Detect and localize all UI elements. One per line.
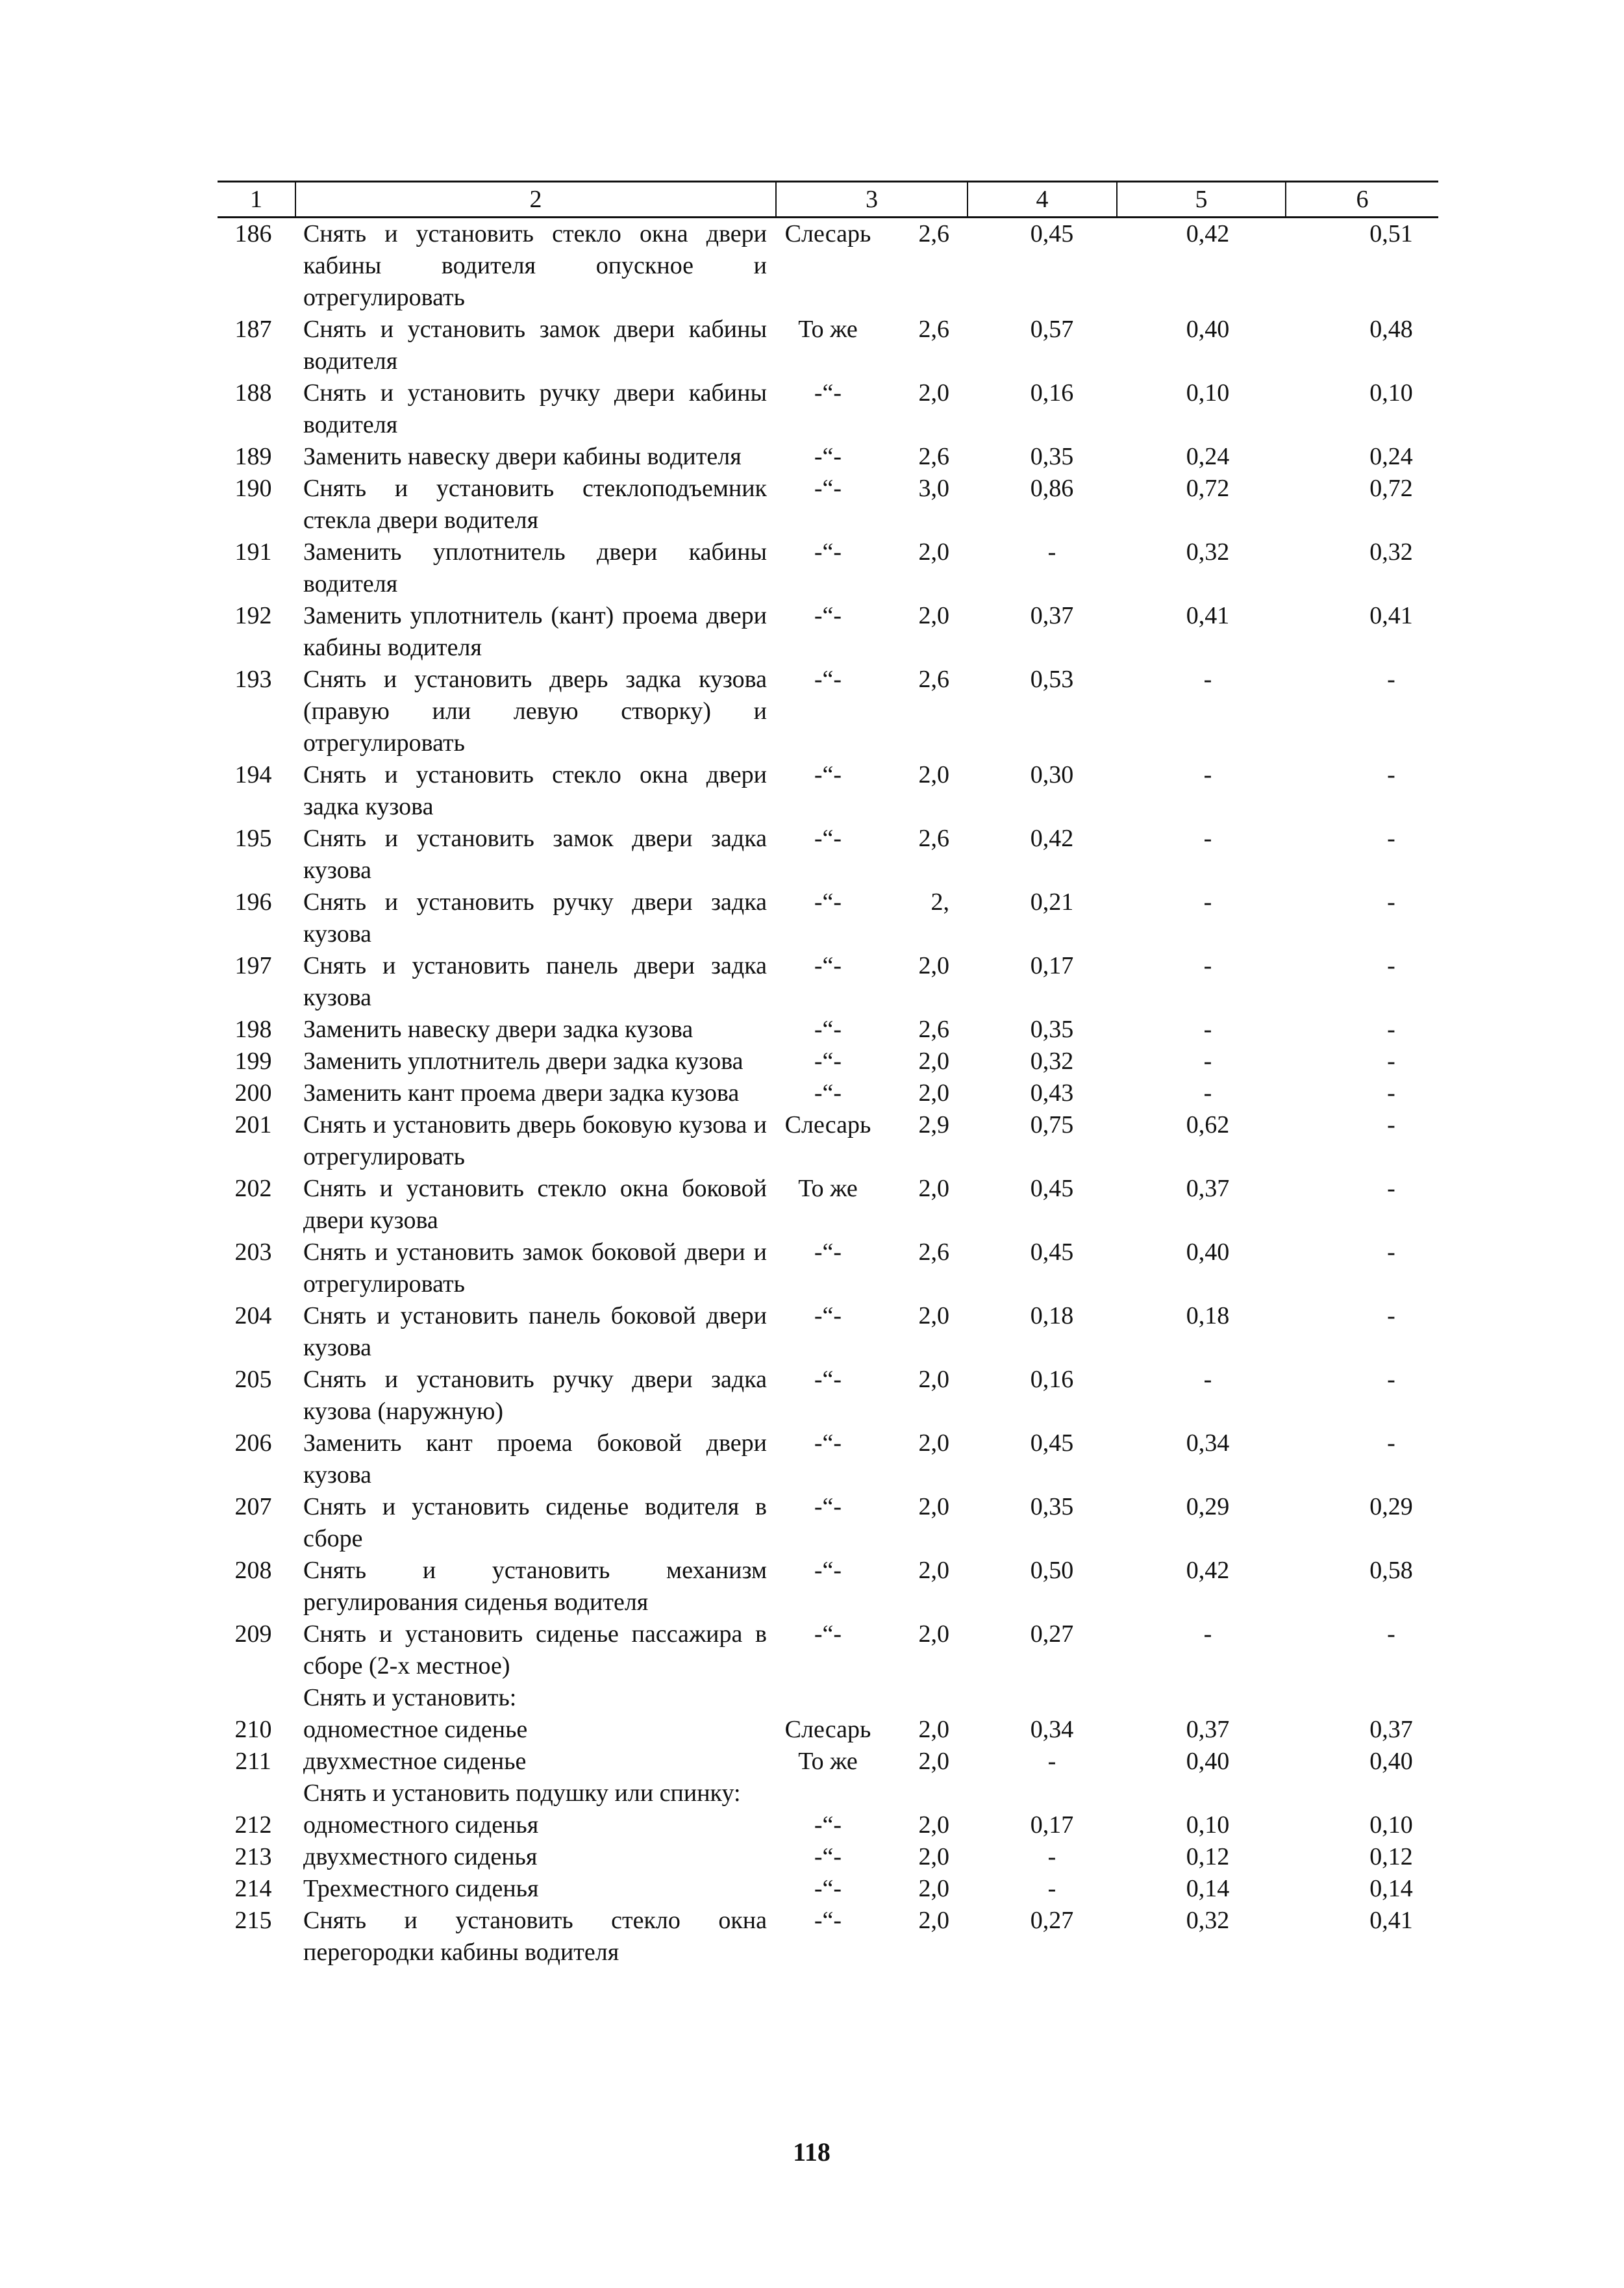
row-number: 203 — [234, 1238, 272, 1266]
row-number: 199 — [234, 1048, 272, 1075]
norm-col-6: 0,10 — [1369, 1811, 1413, 1839]
operation-description: Снять и установить ручку двери кабины водителя — [303, 379, 767, 438]
worker-grade: 2, — [931, 888, 949, 916]
norm-col-4: 0,35 — [1030, 1016, 1074, 1043]
norm-col-6: - — [1387, 666, 1395, 693]
row-number: 202 — [234, 1175, 272, 1202]
row-number: 190 — [234, 475, 272, 502]
table-row — [218, 950, 1438, 1014]
norm-col-6: 0,41 — [1369, 602, 1413, 629]
operation-description: Заменить уплотнитель двери задка кузова — [303, 1048, 743, 1075]
header-col-3: 3 — [776, 182, 968, 218]
table-header — [218, 182, 1438, 218]
row-number: 206 — [234, 1429, 272, 1457]
worker-grade: 2,0 — [918, 761, 949, 788]
header-col-6: 6 — [1286, 182, 1438, 218]
worker-profession: -“- — [814, 1302, 842, 1329]
norm-col-4: 0,45 — [1030, 1175, 1074, 1202]
row-number: 195 — [234, 825, 272, 852]
norm-col-5: - — [1203, 952, 1212, 979]
norm-col-6: - — [1387, 1302, 1395, 1329]
norm-col-4: - — [1047, 1875, 1056, 1902]
worker-profession: -“- — [814, 825, 842, 852]
norm-col-6: 0,72 — [1369, 475, 1413, 502]
worker-grade: 2,0 — [918, 1429, 949, 1457]
worker-grade: 2,6 — [918, 316, 949, 343]
header-col-1: 1 — [218, 182, 295, 218]
table-row — [218, 314, 1438, 377]
table-row — [218, 1714, 1438, 1746]
worker-profession: -“- — [814, 1429, 842, 1457]
worker-profession: То же — [798, 316, 858, 343]
operation-description: Снять и установить дверь задка кузова (правую или левую створку) и отрегулировать — [303, 666, 767, 757]
norm-col-5: 0,24 — [1186, 443, 1230, 470]
worker-grade: 2,6 — [918, 1238, 949, 1266]
row-number: 209 — [234, 1620, 272, 1648]
operation-description: Снять и установить стекло окна двери кабины водителя опускное и отрегулировать — [303, 220, 767, 311]
row-number: 191 — [234, 538, 272, 566]
worker-profession: Слесарь — [784, 1111, 871, 1138]
operation-description: Заменить навеску двери задка кузова — [303, 1016, 693, 1043]
worker-profession: -“- — [814, 888, 842, 916]
operation-description: Заменить уплотнитель двери кабины водителя — [303, 538, 767, 597]
worker-profession: -“- — [814, 761, 842, 788]
norm-col-6: 0,29 — [1369, 1493, 1413, 1520]
norm-col-5: 0,42 — [1186, 220, 1230, 247]
norm-col-6: - — [1387, 1079, 1395, 1107]
norm-col-6: - — [1387, 1429, 1395, 1457]
norm-col-5: 0,41 — [1186, 602, 1230, 629]
norm-col-6 — [1286, 1778, 1438, 1809]
norm-col-4: 0,37 — [1030, 602, 1074, 629]
table-row — [218, 1618, 1438, 1682]
worker-profession: -“- — [814, 443, 842, 470]
norm-col-5: 0,42 — [1186, 1557, 1230, 1584]
worker-grade: 2,0 — [918, 1048, 949, 1075]
row-number: 204 — [234, 1302, 272, 1329]
norm-col-5 — [1117, 1778, 1286, 1809]
table-row — [218, 1077, 1438, 1109]
norm-col-6: 0,10 — [1369, 379, 1413, 407]
norm-col-5: 0,40 — [1186, 316, 1230, 343]
norm-col-4: 0,21 — [1030, 888, 1074, 916]
worker-grade: 2,0 — [918, 1079, 949, 1107]
operation-description: одноместного сиденья — [303, 1811, 539, 1839]
norm-col-6: 0,51 — [1369, 220, 1413, 247]
norm-col-5: - — [1203, 1366, 1212, 1393]
table-row — [218, 1778, 1438, 1809]
header-col-5: 5 — [1117, 182, 1286, 218]
row-number: 208 — [234, 1557, 272, 1584]
table-row — [218, 1300, 1438, 1364]
table-row — [218, 536, 1438, 600]
operation-description: двухместное сиденье — [303, 1748, 527, 1775]
worker-profession: -“- — [814, 1620, 842, 1648]
table-row — [218, 1237, 1438, 1300]
worker-profession: -“- — [814, 952, 842, 979]
row-number: 210 — [234, 1716, 272, 1743]
norm-col-4: 0,86 — [1030, 475, 1074, 502]
worker-grade: 2,0 — [918, 1748, 949, 1775]
operation-description: Снять и установить стеклоподъемник стекла двери водителя — [303, 475, 767, 534]
norm-col-4: 0,17 — [1030, 1811, 1074, 1839]
norm-col-6: 0,32 — [1369, 538, 1413, 566]
table-row — [218, 441, 1438, 473]
norm-col-6: - — [1387, 1175, 1395, 1202]
row-number: 188 — [234, 379, 272, 407]
norm-col-4: 0,27 — [1030, 1907, 1074, 1934]
operation-description: Заменить кант проема двери задка кузова — [303, 1079, 740, 1107]
norm-col-4: 0,45 — [1030, 1238, 1074, 1266]
norm-col-6: - — [1387, 1366, 1395, 1393]
row-number: 205 — [234, 1366, 272, 1393]
operation-description: Снять и установить стекло окна перегородки кабины водителя — [303, 1907, 767, 1966]
header-col-2: 2 — [295, 182, 776, 218]
table-row — [218, 823, 1438, 886]
operation-description: Снять и установить сиденье пассажира в сборе (2-х местное) — [303, 1620, 767, 1679]
table-row — [218, 1873, 1438, 1905]
table-row — [218, 1014, 1438, 1046]
worker-grade: 2,0 — [918, 1716, 949, 1743]
operation-description: Снять и установить стекло окна боковой двери кузова — [303, 1175, 767, 1234]
table-row — [218, 1682, 1438, 1714]
row-number: 197 — [234, 952, 272, 979]
table-row — [218, 1427, 1438, 1491]
table-row — [218, 1173, 1438, 1237]
worker-profession: -“- — [814, 666, 842, 693]
norm-col-6: - — [1387, 1238, 1395, 1266]
norm-col-6: 0,24 — [1369, 443, 1413, 470]
norm-col-5: 0,37 — [1186, 1716, 1230, 1743]
worker-grade: 2,0 — [918, 538, 949, 566]
norm-col-5: 0,18 — [1186, 1302, 1230, 1329]
worker-grade: 2,0 — [918, 1175, 949, 1202]
worker-profession: -“- — [814, 602, 842, 629]
norm-col-6: - — [1387, 761, 1395, 788]
table-row — [218, 600, 1438, 664]
norm-col-6: - — [1387, 952, 1395, 979]
operation-description: Заменить навеску двери кабины водителя — [303, 443, 742, 470]
row-number: 194 — [234, 761, 272, 788]
norm-col-5: 0,10 — [1186, 1811, 1230, 1839]
operation-description: Снять и установить панель двери задка кузова — [303, 952, 767, 1011]
norm-col-4: 0,27 — [1030, 1620, 1074, 1648]
norm-col-4: 0,35 — [1030, 443, 1074, 470]
worker-profession: -“- — [814, 1811, 842, 1839]
table-row — [218, 1746, 1438, 1778]
worker-profession: Слесарь — [784, 1716, 871, 1743]
norm-col-6: 0,12 — [1369, 1843, 1413, 1870]
table-row — [218, 1046, 1438, 1077]
operation-description: одноместное сиденье — [303, 1716, 528, 1743]
worker-grade: 2,0 — [918, 602, 949, 629]
operation-description: Заменить кант проема боковой двери кузова — [303, 1429, 767, 1489]
worker-grade — [880, 1778, 968, 1809]
norm-col-5: 0,10 — [1186, 379, 1230, 407]
norm-col-4: 0,35 — [1030, 1493, 1074, 1520]
worker-profession: -“- — [814, 1843, 842, 1870]
norm-col-4: 0,43 — [1030, 1079, 1074, 1107]
row-number: 187 — [234, 316, 272, 343]
row-number: 211 — [235, 1748, 271, 1775]
table-row — [218, 377, 1438, 441]
worker-grade — [880, 1682, 968, 1714]
norm-col-5: 0,12 — [1186, 1843, 1230, 1870]
row-number: 215 — [234, 1907, 272, 1934]
norm-col-4: - — [1047, 1843, 1056, 1870]
operation-description: Трехместного сиденья — [303, 1875, 539, 1902]
worker-grade: 2,0 — [918, 952, 949, 979]
norm-col-6: 0,40 — [1369, 1748, 1413, 1775]
norm-col-4: 0,30 — [1030, 761, 1074, 788]
norm-col-6: - — [1387, 1048, 1395, 1075]
header-row — [218, 182, 1438, 218]
worker-profession: Слесарь — [784, 220, 871, 247]
norm-col-6: - — [1387, 1620, 1395, 1648]
operation-description: Заменить уплотнитель (кант) проема двери кабины водителя — [303, 602, 767, 661]
norm-col-5: 0,40 — [1186, 1748, 1230, 1775]
norm-col-4: - — [1047, 538, 1056, 566]
worker-grade: 2,9 — [918, 1111, 949, 1138]
norm-col-4: - — [1047, 1748, 1056, 1775]
norm-col-5: - — [1203, 825, 1212, 852]
operation-description: Снять и установить ручку двери задка кузова (наружную) — [303, 1366, 767, 1425]
norm-col-5: - — [1203, 666, 1212, 693]
operation-description: двухместного сиденья — [303, 1843, 538, 1870]
table-row — [218, 473, 1438, 536]
norm-col-5: 0,62 — [1186, 1111, 1230, 1138]
worker-grade: 2,0 — [918, 1493, 949, 1520]
norm-col-4: 0,53 — [1030, 666, 1074, 693]
worker-profession — [776, 1778, 880, 1809]
norm-col-5: 0,72 — [1186, 475, 1230, 502]
row-number — [218, 1682, 295, 1714]
operation-description: Снять и установить механизм регулирования сиденья водителя — [303, 1557, 767, 1616]
worker-grade: 2,0 — [918, 1843, 949, 1870]
norm-col-4: 0,75 — [1030, 1111, 1074, 1138]
norm-col-6: 0,58 — [1369, 1557, 1413, 1584]
operation-description: Снять и установить ручку двери задка кузова — [303, 888, 767, 948]
header-col-4: 4 — [968, 182, 1117, 218]
operation-description: Снять и установить стекло окна двери задка кузова — [303, 761, 767, 820]
operation-description: Снять и установить дверь боковую кузова и отрегулировать — [303, 1111, 767, 1170]
norm-col-5: 0,34 — [1186, 1429, 1230, 1457]
row-number: 212 — [234, 1811, 272, 1839]
operation-description: Снять и установить сиденье водителя в сборе — [303, 1493, 767, 1552]
norm-col-4: 0,34 — [1030, 1716, 1074, 1743]
row-number: 201 — [234, 1111, 272, 1138]
norm-col-5: 0,14 — [1186, 1875, 1230, 1902]
table-row — [218, 1364, 1438, 1427]
operation-description: Снять и установить замок двери кабины водителя — [303, 316, 767, 375]
table-row — [218, 1841, 1438, 1873]
row-number: 200 — [234, 1079, 272, 1107]
worker-grade: 2,0 — [918, 1875, 949, 1902]
operation-description: Снять и установить подушку или спинку: — [303, 1779, 741, 1807]
row-number — [218, 1778, 295, 1809]
norm-col-4 — [968, 1778, 1117, 1809]
norm-col-5: - — [1203, 761, 1212, 788]
norm-col-6: - — [1387, 1016, 1395, 1043]
norm-col-5: - — [1203, 1620, 1212, 1648]
norm-col-4: 0,18 — [1030, 1302, 1074, 1329]
norm-col-4 — [968, 1682, 1117, 1714]
norm-col-5: 0,29 — [1186, 1493, 1230, 1520]
norm-col-4: 0,16 — [1030, 379, 1074, 407]
norm-col-5: - — [1203, 1016, 1212, 1043]
norm-col-6: 0,37 — [1369, 1716, 1413, 1743]
table-row — [218, 1491, 1438, 1555]
worker-profession: -“- — [814, 1016, 842, 1043]
worker-profession: -“- — [814, 1366, 842, 1393]
table-row — [218, 1109, 1438, 1173]
table-row — [218, 218, 1438, 314]
norm-col-5: 0,37 — [1186, 1175, 1230, 1202]
worker-grade: 2,6 — [918, 666, 949, 693]
norm-col-5: - — [1203, 1079, 1212, 1107]
worker-grade: 2,6 — [918, 220, 949, 247]
table-row — [218, 1809, 1438, 1841]
table-row — [218, 1555, 1438, 1618]
operation-description: Снять и установить замок боковой двери и отрегулировать — [303, 1238, 767, 1298]
norm-col-6: 0,48 — [1369, 316, 1413, 343]
worker-profession: -“- — [814, 1048, 842, 1075]
norm-col-5: - — [1203, 888, 1212, 916]
table-row — [218, 1905, 1438, 1968]
worker-profession: -“- — [814, 1238, 842, 1266]
row-number: 192 — [234, 602, 272, 629]
norm-col-4: 0,42 — [1030, 825, 1074, 852]
norm-col-6: 0,41 — [1369, 1907, 1413, 1934]
worker-grade: 2,6 — [918, 1016, 949, 1043]
row-number: 193 — [234, 666, 272, 693]
norm-col-4: 0,57 — [1030, 316, 1074, 343]
worker-profession: -“- — [814, 1875, 842, 1902]
norm-col-5 — [1117, 1682, 1286, 1714]
norm-col-6: - — [1387, 825, 1395, 852]
worker-profession: То же — [798, 1175, 858, 1202]
norm-col-5: 0,32 — [1186, 538, 1230, 566]
worker-grade: 2,0 — [918, 1907, 949, 1934]
norm-col-4: 0,50 — [1030, 1557, 1074, 1584]
worker-profession: То же — [798, 1748, 858, 1775]
row-number: 186 — [234, 220, 272, 247]
worker-profession: -“- — [814, 538, 842, 566]
norm-col-4: 0,16 — [1030, 1366, 1074, 1393]
worker-grade: 2,0 — [918, 1366, 949, 1393]
worker-profession: -“- — [814, 1079, 842, 1107]
table-body — [218, 218, 1438, 1969]
worker-profession: -“- — [814, 1557, 842, 1584]
worker-profession: -“- — [814, 1907, 842, 1934]
operation-description: Снять и установить: — [303, 1684, 517, 1711]
norm-col-6: - — [1387, 888, 1395, 916]
norm-col-5: 0,32 — [1186, 1907, 1230, 1934]
norm-col-5: - — [1203, 1048, 1212, 1075]
table-row — [218, 759, 1438, 823]
worker-profession: -“- — [814, 1493, 842, 1520]
worker-profession — [776, 1682, 880, 1714]
worker-grade: 2,0 — [918, 1557, 949, 1584]
norm-col-5: 0,40 — [1186, 1238, 1230, 1266]
operation-description: Снять и установить панель боковой двери кузова — [303, 1302, 767, 1361]
worker-grade: 3,0 — [918, 475, 949, 502]
table-row — [218, 664, 1438, 759]
norm-col-4: 0,32 — [1030, 1048, 1074, 1075]
row-number: 213 — [234, 1843, 272, 1870]
page-number: 118 — [793, 2137, 831, 2167]
row-number: 189 — [234, 443, 272, 470]
worker-grade: 2,0 — [918, 1811, 949, 1839]
norm-col-6: 0,14 — [1369, 1875, 1413, 1902]
worker-grade: 2,6 — [918, 825, 949, 852]
worker-grade: 2,6 — [918, 443, 949, 470]
norm-col-4: 0,45 — [1030, 1429, 1074, 1457]
norm-col-6: - — [1387, 1111, 1395, 1138]
row-number: 198 — [234, 1016, 272, 1043]
row-number: 214 — [234, 1875, 272, 1902]
worker-grade: 2,0 — [918, 1302, 949, 1329]
worker-grade: 2,0 — [918, 379, 949, 407]
operation-description: Снять и установить замок двери задка кузова — [303, 825, 767, 884]
norm-col-4: 0,45 — [1030, 220, 1074, 247]
table-row — [218, 886, 1438, 950]
labor-norms-table — [218, 181, 1438, 1968]
row-number: 207 — [234, 1493, 272, 1520]
worker-profession: -“- — [814, 379, 842, 407]
row-number: 196 — [234, 888, 272, 916]
norm-col-4: 0,17 — [1030, 952, 1074, 979]
norm-col-6 — [1286, 1682, 1438, 1714]
worker-profession: -“- — [814, 475, 842, 502]
worker-grade: 2,0 — [918, 1620, 949, 1648]
